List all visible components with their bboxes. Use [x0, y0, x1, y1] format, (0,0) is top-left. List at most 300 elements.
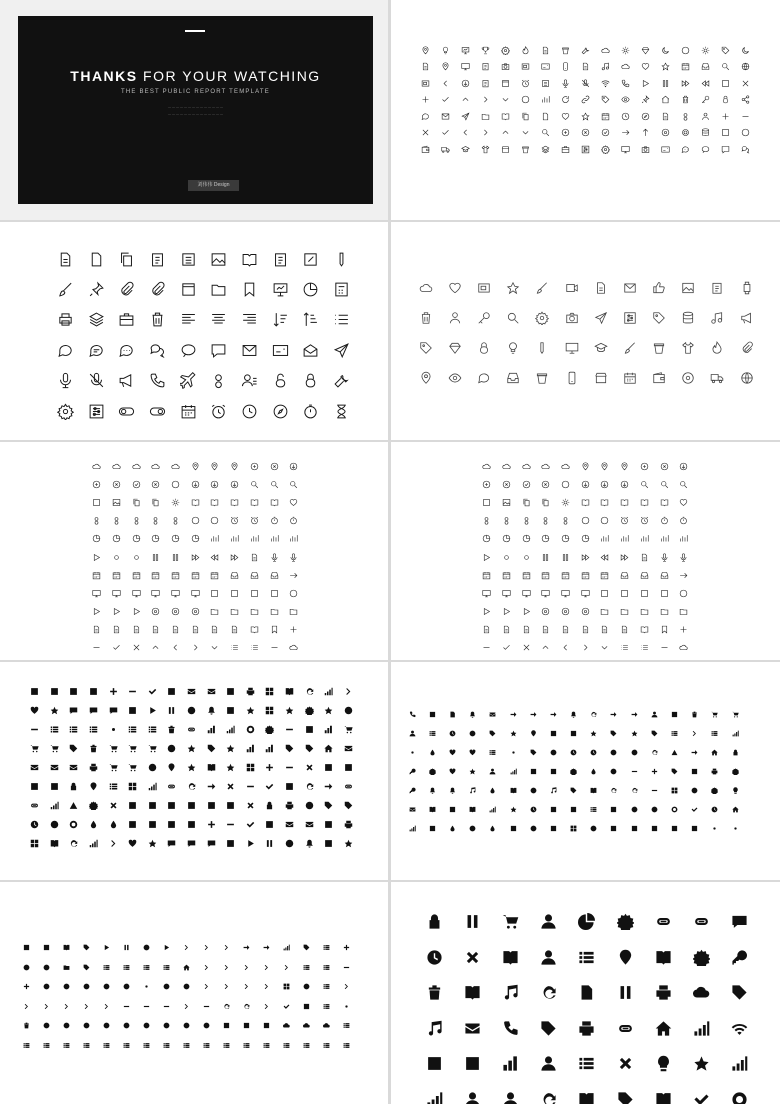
solid-tri-icon	[664, 743, 684, 762]
bold-user-icon	[530, 904, 568, 940]
small-text-2: ··········································	[167, 112, 224, 117]
solid-check-icon	[143, 682, 163, 701]
mixed-circDn-icon	[205, 475, 225, 493]
outline-cross-icon	[415, 125, 435, 142]
solid-list-icon	[336, 1016, 356, 1036]
outline-pause-icon	[655, 75, 675, 92]
solid-plus-icon	[16, 977, 36, 997]
solid-drop-icon	[442, 819, 462, 838]
outline-chats-icon	[735, 141, 755, 158]
solid-cloud-icon	[316, 1016, 336, 1036]
mixed-play-icon	[516, 603, 536, 621]
solid-list-icon	[196, 1036, 216, 1056]
solid-tag-icon	[319, 796, 339, 815]
bold-pie-icon	[568, 904, 606, 940]
outline-gear-icon	[495, 42, 515, 59]
mixed-inbox-icon	[264, 566, 284, 584]
solid-sq-icon	[64, 682, 84, 701]
outline-inbox-icon	[695, 59, 715, 76]
mixed-monitor-icon	[126, 584, 146, 602]
solid-circ-icon	[36, 958, 56, 978]
outline-cart-icon	[655, 108, 675, 125]
solid-book-icon	[422, 800, 442, 819]
solid-sq-icon	[422, 705, 442, 724]
mixed-chevU-icon	[146, 639, 166, 657]
outline-plus-icon	[715, 108, 735, 125]
outline-user-icon	[675, 108, 695, 125]
outline-set-2-slide	[0, 442, 388, 660]
solid-cloud-icon	[296, 1016, 316, 1036]
line-mute-icon	[81, 366, 112, 396]
solid-sq-icon	[16, 938, 36, 958]
line-mail-icon	[615, 273, 644, 303]
outline-circle-icon	[515, 92, 535, 109]
mixed-cal-icon	[536, 566, 556, 584]
bold-pause-icon	[453, 904, 491, 940]
solid-list-icon	[316, 997, 336, 1017]
line-mobile-icon	[557, 363, 586, 393]
solid-sq-icon	[201, 796, 221, 815]
solid-circ-icon	[182, 701, 202, 720]
mixed-circX-icon	[107, 475, 127, 493]
bold-print-icon	[644, 975, 682, 1011]
mixed-bars-icon	[264, 530, 284, 548]
line-disc-icon	[674, 363, 703, 393]
outline-wifi-icon	[595, 75, 615, 92]
solid-mail-icon	[201, 682, 221, 701]
outline-wallet-icon	[415, 141, 435, 158]
mixed-check-icon	[107, 639, 127, 657]
solid-sq-icon	[123, 701, 143, 720]
outline-clip-icon	[475, 75, 495, 92]
solid-list-icon	[276, 1036, 296, 1056]
solid-ring-icon	[241, 720, 261, 739]
mixed-book-icon	[635, 493, 655, 511]
mixed-pie-icon	[166, 530, 186, 548]
mixed-monitor-icon	[575, 584, 595, 602]
solid-refresh-icon	[604, 781, 624, 800]
solid-star-icon	[45, 701, 65, 720]
mixed-rew-icon	[205, 548, 225, 566]
solid-circ-icon	[176, 977, 196, 997]
solid-circ-icon	[463, 724, 483, 743]
line-wallet-icon	[645, 363, 674, 393]
solid-bubble-icon	[103, 701, 123, 720]
line-book-icon	[234, 244, 265, 274]
outline-globe-icon	[735, 59, 755, 76]
solid-cart-icon	[143, 739, 163, 758]
outline-rew-icon	[695, 75, 715, 92]
line-flame-icon	[703, 333, 732, 363]
solid-sq-icon	[296, 997, 316, 1017]
solid-mail-icon	[402, 800, 422, 819]
solid-bell-icon	[463, 705, 483, 724]
mixed-user-icon	[107, 512, 127, 530]
solid-folder-icon	[56, 958, 76, 978]
solid-sq-icon	[280, 777, 300, 796]
solid-list-icon	[176, 1036, 196, 1056]
solid-home-icon	[176, 958, 196, 978]
solid-dot-icon	[705, 819, 725, 838]
outline-camera-icon	[635, 141, 655, 158]
mixed-stop-icon	[654, 512, 674, 530]
mixed-search-icon	[264, 475, 284, 493]
mixed-stop-icon	[674, 512, 694, 530]
solid-sq-icon	[319, 834, 339, 853]
solid-dot-icon	[336, 997, 356, 1017]
bold-trash-icon	[415, 975, 453, 1011]
solid-list-icon	[256, 1036, 276, 1056]
mixed-cal-icon	[166, 566, 186, 584]
solid-plus-icon	[201, 815, 221, 834]
solid-sq-icon	[564, 800, 584, 819]
mixed-book-icon	[575, 493, 595, 511]
line-inbox-icon	[499, 363, 528, 393]
mixed-bell-icon	[635, 548, 655, 566]
solid-print-icon	[705, 762, 725, 781]
outline-refresh-icon	[555, 92, 575, 109]
solid-sq-icon	[523, 762, 543, 781]
outline-folder-icon	[475, 108, 495, 125]
solid-star-icon	[182, 739, 202, 758]
mixed-bars-icon	[595, 530, 615, 548]
solid-bell-icon	[299, 834, 319, 853]
solid-plus-icon	[103, 682, 123, 701]
mixed-circPlus-icon	[87, 475, 107, 493]
mixed-book-icon	[245, 493, 265, 511]
line-togOn-icon	[142, 396, 173, 426]
mixed-map-icon	[615, 457, 635, 475]
mixed-circDn-icon	[185, 475, 205, 493]
solid-bars-icon	[319, 720, 339, 739]
mixed-cloud-icon	[674, 639, 694, 657]
solid-signal-icon	[725, 724, 745, 743]
bold-wifi-icon	[721, 1011, 759, 1047]
solid-bubble-icon	[162, 834, 182, 853]
mixed-doc-icon	[87, 621, 107, 639]
solid-circ-icon	[463, 819, 483, 838]
outline-cross-icon	[735, 75, 755, 92]
outline-wrench-icon	[575, 42, 595, 59]
mixed-chevD-icon	[595, 639, 615, 657]
solid-list-icon	[316, 977, 336, 997]
mixed-monitor-icon	[497, 584, 517, 602]
solid-music-icon	[463, 781, 483, 800]
solid-list-icon	[123, 720, 143, 739]
solid-chevR-icon	[336, 977, 356, 997]
mixed-bullets-icon	[635, 639, 655, 657]
solid-signal-icon	[276, 938, 296, 958]
solid-gear-icon	[705, 781, 725, 800]
solid-chevR-icon	[196, 958, 216, 978]
solid-circ-icon	[176, 1016, 196, 1036]
mixed-circle-icon	[284, 584, 304, 602]
outline-compass-icon	[635, 108, 655, 125]
mixed-folder-icon	[264, 603, 284, 621]
solid-star-icon	[221, 758, 241, 777]
icon-grid	[477, 457, 693, 657]
mixed-book-icon	[245, 621, 265, 639]
solid-circ-icon	[16, 958, 36, 978]
mixed-cal-icon	[477, 566, 497, 584]
line-gear-icon	[528, 303, 557, 333]
line-mega-icon	[732, 303, 761, 333]
outline-chevD-icon	[495, 92, 515, 109]
bold-cross-icon	[606, 1046, 644, 1082]
outline-chevR-icon	[475, 92, 495, 109]
line-wrench-icon	[326, 366, 357, 396]
solid-book-icon	[463, 800, 483, 819]
line-compass-icon	[265, 396, 296, 426]
solid-tag-icon	[664, 762, 684, 781]
solid-cart-icon	[103, 758, 123, 777]
mixed-disc-icon	[556, 603, 576, 621]
solid-arrowR-icon	[604, 705, 624, 724]
mixed-user-icon	[497, 512, 517, 530]
solid-link-icon	[182, 720, 202, 739]
thanks-heading: THANKS FOR YOUR WATCHING	[70, 68, 321, 84]
solid-list-icon	[116, 1036, 136, 1056]
mixed-square-icon	[595, 584, 615, 602]
solid-clock-icon	[523, 800, 543, 819]
line-sortU-icon	[296, 305, 327, 335]
mixed-book-icon	[654, 493, 674, 511]
line-camera-icon	[557, 303, 586, 333]
solid-cross-icon	[103, 796, 123, 815]
solid-refresh-icon	[624, 781, 644, 800]
solid-sq-icon	[624, 819, 644, 838]
outline-db-icon	[695, 125, 715, 142]
mixed-minus-icon	[654, 639, 674, 657]
solid-cart-icon	[123, 739, 143, 758]
line-db-icon	[674, 303, 703, 333]
solid-gear-icon	[299, 701, 319, 720]
bold-bubble-icon	[721, 904, 759, 940]
solid-tag-icon	[483, 724, 503, 743]
mixed-minus-icon	[87, 639, 107, 657]
solid-circ-icon	[604, 743, 624, 762]
subtitle: THE BEST PUBLIC REPORT TEMPLATE	[120, 89, 270, 95]
outline-chevU-icon	[495, 125, 515, 142]
solid-chevR-icon	[103, 834, 123, 853]
bold-cross-icon	[453, 940, 491, 976]
bold-music-icon	[491, 975, 529, 1011]
solid-heart-icon	[25, 701, 45, 720]
solid-play-icon	[156, 938, 176, 958]
solid-circ-icon	[624, 800, 644, 819]
mixed-mic-icon	[284, 548, 304, 566]
solid-print-icon	[241, 682, 261, 701]
mixed-alarm-icon	[245, 512, 265, 530]
solid-clock-icon	[584, 743, 604, 762]
solid-clock-icon	[25, 815, 45, 834]
solid-bulb-icon	[725, 781, 745, 800]
mixed-pie-icon	[497, 530, 517, 548]
solid-minus-icon	[221, 815, 241, 834]
line-user-icon	[203, 366, 234, 396]
solid-signal-icon	[45, 796, 65, 815]
line-msg-icon	[203, 335, 234, 365]
solid-chevR-icon	[176, 938, 196, 958]
solid-doc-icon	[442, 705, 462, 724]
solid-sq-icon	[45, 682, 65, 701]
mixed-stop-icon	[284, 512, 304, 530]
bold-ring-icon	[721, 1082, 759, 1104]
line-cap-icon	[586, 333, 615, 363]
mixed-monitor-icon	[146, 584, 166, 602]
mixed-chevD-icon	[205, 639, 225, 657]
outline-ffwd-icon	[675, 75, 695, 92]
bold-tag-icon	[530, 1011, 568, 1047]
solid-bubble-icon	[84, 701, 104, 720]
solid-star-icon	[463, 762, 483, 781]
line-pin-icon	[81, 274, 112, 304]
line-cal-icon	[615, 363, 644, 393]
solid-circ-icon	[299, 796, 319, 815]
solid-cross-icon	[299, 758, 319, 777]
line-gear-icon	[50, 396, 81, 426]
mixed-pie-icon	[575, 530, 595, 548]
mixed-chevL-icon	[556, 639, 576, 657]
solid-sq-icon	[221, 701, 241, 720]
bold-lock-icon	[415, 904, 453, 940]
outline-search-icon	[535, 125, 555, 142]
mixed-user-icon	[146, 512, 166, 530]
line-card-icon	[265, 335, 296, 365]
mixed-bullets-icon	[615, 639, 635, 657]
solid-cart-icon	[25, 739, 45, 758]
solid-star-icon	[503, 800, 523, 819]
solid-circ-icon	[523, 819, 543, 838]
solid-tag-icon	[523, 743, 543, 762]
outline-clock-icon	[615, 108, 635, 125]
solid-grid-icon	[564, 819, 584, 838]
bold-tag-icon	[606, 1082, 644, 1104]
solid-key-icon	[402, 762, 422, 781]
line-bulb-icon	[499, 333, 528, 363]
solid-sq-icon	[685, 762, 705, 781]
line-search-icon	[499, 303, 528, 333]
mixed-folder-icon	[595, 603, 615, 621]
solid-bell-icon	[201, 701, 221, 720]
mixed-circPlus-icon	[477, 475, 497, 493]
mixed-bookmark-icon	[654, 621, 674, 639]
solid-trash-icon	[84, 739, 104, 758]
icon-grid	[415, 904, 760, 1104]
line-bubble-icon	[50, 335, 81, 365]
bold-signal-icon	[682, 1011, 720, 1047]
solid-minus-icon	[336, 958, 356, 978]
mixed-play-icon	[87, 603, 107, 621]
mixed-minus-icon	[477, 639, 497, 657]
line-send-icon	[326, 335, 357, 365]
outline-alarm-icon	[515, 75, 535, 92]
solid-check-icon	[685, 800, 705, 819]
solid-mail-icon	[299, 815, 319, 834]
outline-tv-icon	[415, 75, 435, 92]
solid-list-icon	[56, 1036, 76, 1056]
line-icons-medium-slide	[391, 222, 780, 440]
mixed-map-icon	[205, 457, 225, 475]
solid-list-icon	[705, 724, 725, 743]
solid-print-icon	[280, 796, 300, 815]
line-bookmark-icon	[234, 274, 265, 304]
mixed-ffwd-icon	[185, 548, 205, 566]
solid-circ-icon	[136, 938, 156, 958]
solid-grid-icon	[260, 701, 280, 720]
mixed-monitor-icon	[87, 584, 107, 602]
mixed-play-icon	[497, 603, 517, 621]
mixed-pie-icon	[477, 530, 497, 548]
mixed-arrowR-icon	[284, 566, 304, 584]
solid-circ-icon	[156, 977, 176, 997]
mixed-chevR-icon	[185, 639, 205, 657]
mixed-pie-icon	[536, 530, 556, 548]
mixed-bars-icon	[615, 530, 635, 548]
line-pie-icon	[296, 274, 327, 304]
solid-arrowR-icon	[543, 705, 563, 724]
outline-map-icon	[415, 42, 435, 59]
bold-clock-icon	[415, 940, 453, 976]
mixed-circDn-icon	[615, 475, 635, 493]
outline-monitor-icon	[455, 59, 475, 76]
mixed-monitor-icon	[166, 584, 186, 602]
outline-board-icon	[455, 42, 475, 59]
solid-list-icon	[296, 958, 316, 978]
outline-bell-icon	[535, 42, 555, 59]
line-printer-icon	[50, 305, 81, 335]
solid-star-icon	[143, 834, 163, 853]
solid-circ-icon	[196, 1016, 216, 1036]
solid-cross-icon	[241, 796, 261, 815]
solid-sq-icon	[664, 819, 684, 838]
mixed-cal-icon	[126, 566, 146, 584]
outline-circCheck-icon	[595, 125, 615, 142]
solid-list-icon	[103, 777, 123, 796]
mixed-circDn-icon	[575, 475, 595, 493]
mixed-circPlus-icon	[245, 457, 265, 475]
mixed-bars-icon	[225, 530, 245, 548]
mixed-copy-icon	[126, 493, 146, 511]
solid-cart-icon	[123, 758, 143, 777]
outline-cup-icon	[555, 42, 575, 59]
mixed-user-icon	[556, 512, 576, 530]
mixed-chevL-icon	[166, 639, 186, 657]
mixed-alarm-icon	[615, 512, 635, 530]
outline-bubbleD-icon	[675, 141, 695, 158]
mixed-square-icon	[245, 584, 265, 602]
mixed-square-icon	[205, 584, 225, 602]
mixed-arrowR-icon	[674, 566, 694, 584]
solid-sq-icon	[123, 815, 143, 834]
solid-chevR-icon	[216, 938, 236, 958]
mixed-circle-icon	[674, 584, 694, 602]
solid-list-icon	[316, 1036, 336, 1056]
mixed-book-icon	[635, 621, 655, 639]
solid-circ-icon	[543, 743, 563, 762]
line-chats-icon	[142, 335, 173, 365]
line-img-icon	[674, 273, 703, 303]
solid-check-icon	[241, 815, 261, 834]
solid-sq-icon	[339, 758, 359, 777]
solid-mail-icon	[64, 758, 84, 777]
mixed-mic-icon	[264, 548, 284, 566]
mixed-cal-icon	[185, 566, 205, 584]
mixed-circX-icon	[654, 457, 674, 475]
solid-list-icon	[664, 724, 684, 743]
solid-list-icon	[336, 1036, 356, 1056]
mixed-user-icon	[166, 512, 186, 530]
